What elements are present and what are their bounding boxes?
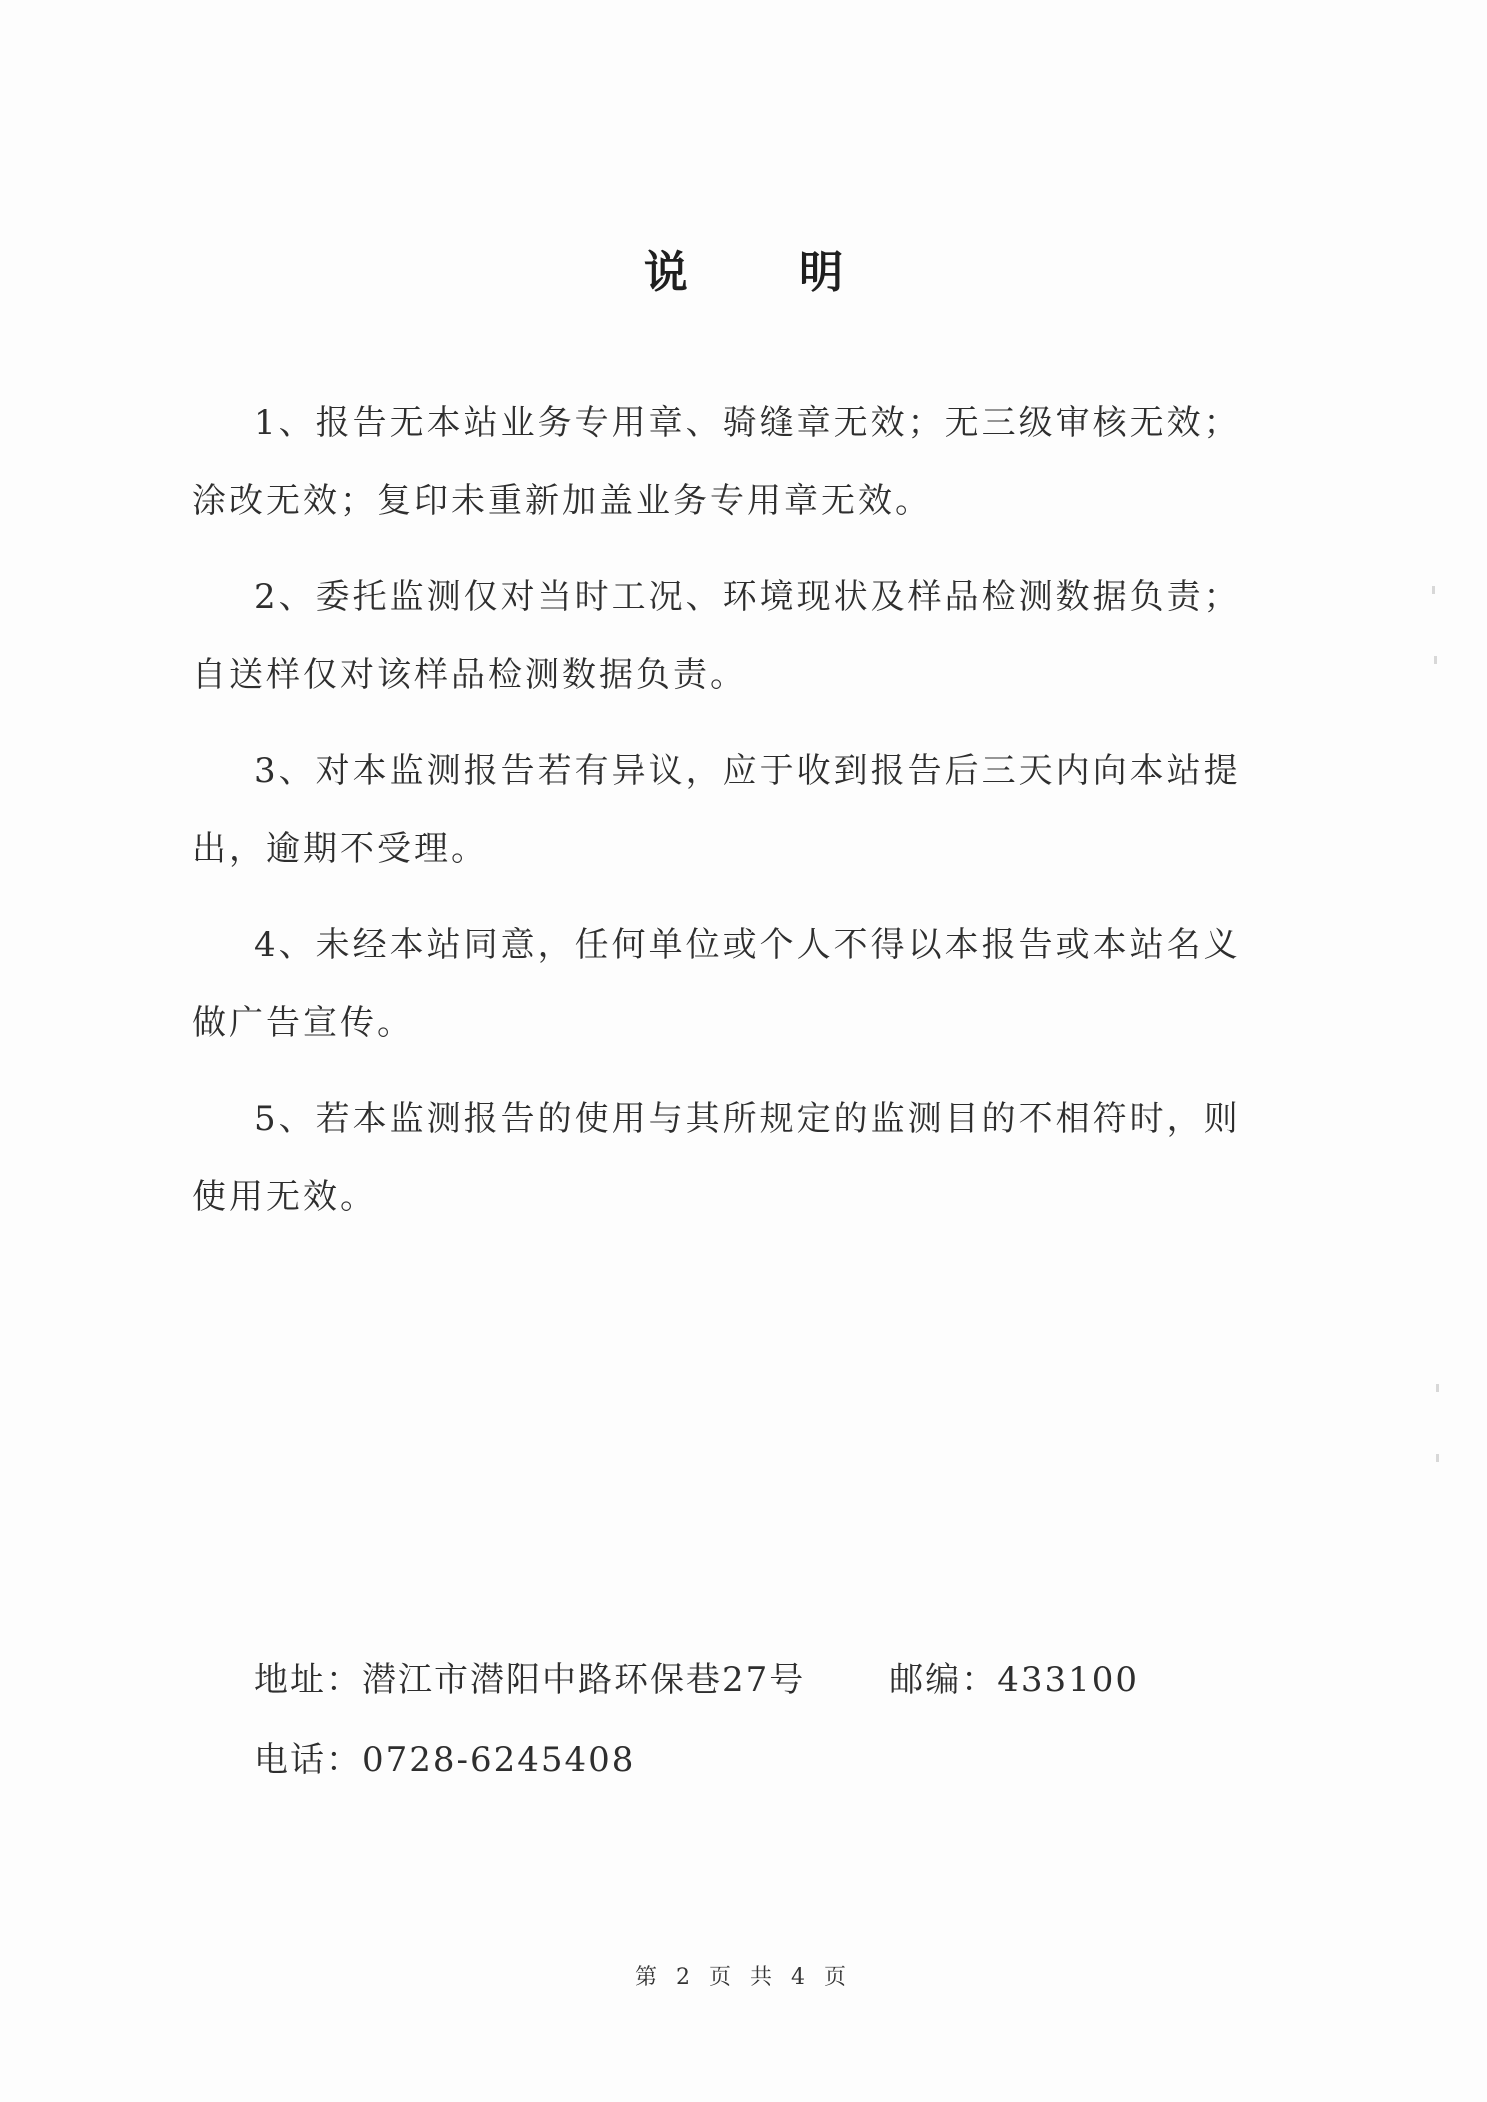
page-title: 说 明 (643, 247, 892, 298)
address-text: 地址：潜江市潜阳中路环保巷27号 (254, 1660, 806, 1700)
note-4-line-2: 做广告宣传。 (192, 1003, 414, 1043)
note-2-line-2: 自送样仅对该样品检测数据负责。 (192, 655, 747, 695)
note-5-line-2: 使用无效。 (192, 1177, 377, 1217)
note-item-1 (192, 384, 1312, 540)
contact-block (254, 1640, 1254, 1800)
scan-speck (1436, 1384, 1439, 1392)
scan-speck (1434, 656, 1437, 664)
note-1-line-1: 1、报告无本站业务专用章、骑缝章无效；无三级审核无效； (254, 403, 1241, 443)
note-item-2 (192, 558, 1312, 714)
note-3-line-2: 出，逾期不受理。 (192, 829, 488, 869)
note-item-5 (192, 1080, 1312, 1236)
contact-address-row (254, 1640, 1254, 1720)
postcode-text: 邮编：433100 (889, 1660, 1140, 1700)
note-item-3 (192, 732, 1312, 888)
note-2-line-1: 2、委托监测仅对当时工况、环境现状及样品检测数据负责； (254, 577, 1241, 617)
note-4-line-1: 4、未经本站同意，任何单位或个人不得以本报告或本站名义 (254, 925, 1241, 965)
scan-speck (1436, 1454, 1439, 1462)
scan-speck (1432, 586, 1435, 594)
note-3-line-1: 3、对本监测报告若有异议，应于收到报告后三天内向本站提 (254, 751, 1241, 791)
phone-text: 电话：0728-6245408 (254, 1740, 636, 1780)
page-number-footer: 第 2 页 共 4 页 (635, 1965, 852, 1990)
note-item-4 (192, 906, 1312, 1062)
note-5-line-1: 5、若本监测报告的使用与其所规定的监测目的不相符时，则 (254, 1099, 1241, 1139)
notes-list (192, 384, 1312, 1254)
contact-phone-row (254, 1720, 1254, 1800)
note-1-line-2: 涂改无效；复印未重新加盖业务专用章无效。 (192, 481, 932, 521)
